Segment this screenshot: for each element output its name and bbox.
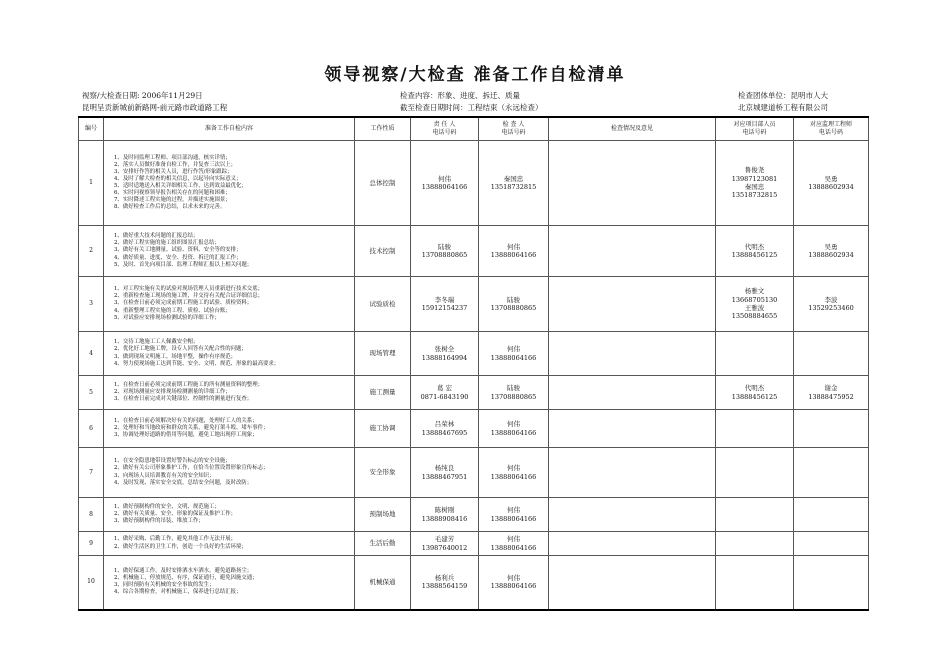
row-responsible-line: 13888164994 [421,353,468,362]
row-inspector-line: 13888064166 [490,543,537,552]
row-inspector-line: 何伟 [507,345,520,354]
row-responsible [411,532,479,556]
row-nature: 试验质检 [355,277,411,332]
row-content-line: 2、做好有关公司形象推护工作，在恰当位置设置形象宣传标志； [114,465,269,472]
row-content-line: 1、在检查日前必须完成前期工程施工的所有测量资料的整理； [114,381,263,388]
row-responsible [411,376,479,410]
row-number: 1 [79,141,104,226]
row-situation [549,410,716,448]
table-row [79,448,869,498]
row-content-line: 4、做好质量、进度、安全、投资、拆迁的汇报工作； [114,254,242,261]
row-content [104,376,355,410]
row-responsible-line: 13888908416 [421,514,468,523]
row-content-line: 3、做好有关工地测量、试验、资料、安全等的安排； [114,247,242,254]
row-inspector-line: 13888064166 [490,514,537,523]
row-responsible-line: 0871-6843190 [420,392,469,401]
row-project-dept-line: 王雅波 [744,304,765,312]
row-responsible-line: 13888467951 [421,472,468,481]
row-inspector-line: 陆骏 [507,384,520,393]
row-content-line: 1、做好保通工作，及时安排洒水车洒水，避免道路扬尘； [114,568,253,575]
row-content-line: 2、落实人员做好准备自检工作，并复查三次以上； [114,161,237,168]
row-inspector-line: 13888064166 [490,472,537,481]
row-supervisor-line: 谢金 [824,384,838,393]
row-project-dept [716,448,794,498]
inspection-date: 视察/大检查日期: 2006年11月29日 [82,91,203,100]
row-responsible [411,141,479,226]
row-responsible-line: 13888564159 [421,582,468,591]
row-responsible [411,332,479,376]
row-nature: 生活后勤 [355,532,411,556]
row-situation [549,376,716,410]
row-content-line: 3、做好预制构件的吊装、堆放工作； [114,518,204,524]
row-content [104,226,355,277]
row-content-line: 5、适时适地送入相关详细相关工作，达到效益最优化； [114,183,247,189]
col-header-responsible: 责 任 人 电话号码 [411,117,479,141]
row-responsible [411,556,479,610]
row-inspector [479,141,549,226]
row-supervisor [794,226,869,277]
row-number: 6 [79,410,104,448]
row-situation [549,332,716,376]
row-content-line: 3、同时预防有关机械的安全事故的发生； [114,582,215,589]
row-inspector [479,448,549,498]
row-content-line: 2、做好工程实施的施工组织图景汇报总结； [114,240,220,247]
row-content-line: 1、做好预制构件的安全、文明、规范施工； [114,503,220,510]
row-inspector-line: 13518732815 [490,183,537,191]
row-content [104,332,355,376]
row-project-dept [716,498,794,532]
table-row [79,277,869,332]
row-project-dept [716,410,794,448]
row-responsible-line: 13987640012 [421,543,468,552]
row-content-line: 5、对试验应安排现场检测试验的详细工作； [114,314,220,321]
checklist-table [78,116,869,611]
row-situation [549,141,716,226]
inspection-group: 检查团体单位：昆明市人大 [738,91,828,100]
row-project-dept [716,532,794,556]
row-situation [549,556,716,610]
row-supervisor-line: 吴勇 [824,174,838,183]
row-number: 4 [79,332,104,376]
row-supervisor [794,410,869,448]
row-supervisor [794,141,869,226]
table-row [79,376,869,410]
row-inspector-line: 何伟 [507,573,520,582]
row-situation [549,448,716,498]
row-nature: 预制场地 [355,498,411,532]
row-responsible-line: 13888064166 [421,183,468,191]
table-row [79,532,869,556]
row-project-dept [716,332,794,376]
row-supervisor-line: 李波 [824,295,838,304]
row-content-line: 5、及时、首先向项目部、监理工程师汇报以上相关问题； [114,261,253,268]
col-header-no: 编号 [79,117,104,141]
row-content-line: 2、对现场测量应安排现场检测测量的详细工作； [114,388,231,395]
row-project-dept-line: 代明杰 [744,384,765,393]
row-supervisor [794,532,869,556]
row-project-dept-line: 13888456125 [731,251,778,259]
row-number: 5 [79,376,104,410]
row-content-line: 1、在安全隐患地带设置好警告标志的安全设施； [114,458,231,465]
row-supervisor [794,332,869,376]
row-inspector-line: 何伟 [507,464,520,473]
col-header-content: 准备工作自检内容 [104,117,355,141]
row-inspector-line: 何伟 [507,242,520,251]
header-row [79,117,869,141]
row-project-dept [716,556,794,610]
row-situation [549,226,716,277]
row-situation [549,277,716,332]
row-inspector-line: 何伟 [507,506,520,515]
row-inspector [479,532,549,556]
row-content [104,141,355,226]
row-inspector-line: 13888064166 [490,582,537,591]
table-row [79,226,869,277]
row-responsible-line: 杨利兵 [434,573,455,582]
row-nature: 技术控制 [355,226,411,277]
row-number: 3 [79,277,104,332]
row-supervisor [794,498,869,532]
row-nature: 安全形象 [355,448,411,498]
row-number: 7 [79,448,104,498]
row-inspector-line: 13708880865 [490,392,537,401]
row-inspector [479,410,549,448]
row-responsible-line: 陈树刚 [434,506,455,515]
row-nature: 现场管理 [355,332,411,376]
row-content-line: 2、机械施工，停放规范、有序，保证通行，避免因施交通； [114,575,258,582]
row-content-line: 2、优化好工地施工牌，设专人回答有关配合性的问题； [114,346,247,353]
project-name: 昆明呈贡新城前新路网-前元路市政道路工程 [82,103,228,112]
row-project-dept [716,226,794,277]
row-inspector-line: 13888064166 [490,251,537,259]
row-nature: 施工协调 [355,410,411,448]
row-content-line: 1、对工程实施有关的试验对现场管理人员重新进行技术交底； [114,286,263,293]
row-project-dept-line: 代明杰 [744,242,765,251]
row-project-dept-line: 13518732815 [731,191,778,200]
row-responsible-line: 陆骏 [438,242,451,251]
table-row [79,556,869,610]
row-content-line: 8、做好检查工作后的总结，以求未来的完善。 [114,204,226,211]
row-responsible [411,277,479,332]
row-project-dept-line: 13987123081 [731,174,778,183]
row-content-line: 4、重新整理工程实施的工程、质检、试验台账； [114,307,231,314]
row-inspector-line: 13708880865 [490,304,537,312]
col-header-inspector: 检 查 人 电话号码 [479,117,549,141]
row-supervisor [794,556,869,610]
row-content-line: 1、做好重大技术问题的汇报总结； [114,233,199,240]
row-responsible-line: 13708880865 [421,251,468,259]
inspection-deadline: 截至检查日期时间：工程结束（永远检查） [400,103,543,112]
row-content-line: 4、努力使现场施工达到节能、安全、文明、规范、形象的最高要求； [114,360,280,367]
row-content [104,556,355,610]
row-project-dept [716,376,794,410]
row-project-dept-line: 鲁俊尧 [744,166,765,175]
row-number: 2 [79,226,104,277]
row-supervisor [794,277,869,332]
row-project-dept [716,277,794,332]
row-responsible [411,410,479,448]
row-content-line: 7、实时降述工程实施的过程，并描述实施围景； [114,197,231,204]
row-content-line: 2、处理好和当地政府和群众的关系，避免打架斗殴、堵车事件； [114,424,269,431]
row-content-line: 4、及时了解大检查的相关信息，以起导向实际意义； [114,175,242,182]
row-responsible-line: 13888467695 [421,428,468,437]
row-nature: 机械保通 [355,556,411,610]
row-inspector [479,498,549,532]
table-row [79,498,869,532]
row-number: 8 [79,498,104,532]
col-header-project-dept: 对应项目部人员 电话号码 [716,117,794,141]
row-number: 10 [79,556,104,610]
row-inspector-line: 秦国忠 [503,174,524,183]
row-content [104,448,355,498]
col-header-situation: 检查情况及意见 [549,117,716,141]
row-supervisor [794,448,869,498]
table-row [79,141,869,226]
row-nature: 施工测量 [355,376,411,410]
row-responsible-line: 毛建芳 [434,535,455,544]
row-content-line: 4、综合各期检查，对机械施工，保养进行总结汇报； [114,589,242,596]
row-project-dept-line: 13508884655 [731,312,778,321]
row-supervisor-line: 13888602934 [808,251,854,259]
row-inspector-line: 13888064166 [490,428,537,437]
row-content [104,532,355,556]
row-content-line: 2、重新检查施工现场的施工牌，并交待有关配合证详细信息； [114,293,263,300]
row-content-line: 3、协调处理好道路的借用等问题，避免工地出现停工现象； [114,432,258,438]
page-title: 领导视察/大检查 准备工作自检清单 [324,65,626,85]
row-content-line: 3、做到现场文明施工，场地平整，操作有序规范； [114,353,237,360]
row-inspector [479,376,549,410]
row-responsible-line: 何伟 [438,174,451,183]
row-supervisor-line: 吴勇 [824,242,838,251]
company-name: 北京城建道桥工程有限公司 [738,103,828,112]
row-responsible [411,226,479,277]
row-inspector [479,226,549,277]
row-responsible-line: 葛 宏 [436,384,453,393]
col-header-supervisor: 对应监理工程师 电话号码 [794,117,869,141]
row-supervisor-line: 13529253460 [808,304,854,312]
row-number: 9 [79,532,104,556]
table-row [79,332,869,376]
col-header-nature: 工作性质 [355,117,411,141]
row-project-dept-line: 杨雅文 [744,287,765,296]
row-situation [549,498,716,532]
row-content-line: 3、在检查日前必须完成前期工程施工的试验、质检资料； [114,300,253,307]
row-inspector-line: 13888064166 [490,353,537,362]
row-responsible-line: 李冬瑞 [434,295,455,304]
row-content [104,498,355,532]
row-content-line: 4、及时发现、落实安全交底，总结安全问题，及时改防； [114,479,253,486]
row-supervisor [794,376,869,410]
row-content-line: 2、做好生活区的卫生工作，创造一个良好的生活环境； [114,543,247,550]
row-content-line: 3、向现场人员培训教育有关的安全知识； [114,472,215,479]
row-situation [549,532,716,556]
row-content-line: 1、交待工地施工工人佩戴安全帽； [114,339,199,346]
row-content [104,277,355,332]
row-content [104,410,355,448]
table-row [79,410,869,448]
row-content-line: 3、安排好作答的相关人员，进行作答/形象跟踪； [114,168,233,175]
row-project-dept-line: 秦国忠 [744,183,765,191]
row-responsible-line: 张树全 [434,345,455,354]
row-content-line: 1、及时同监理工程师、项目部沟通，核实详情； [114,154,231,161]
row-inspector-line: 何伟 [507,535,520,544]
row-supervisor-line: 13888602934 [808,183,854,191]
row-inspector-line: 陆骏 [507,295,520,304]
row-responsible-line: 杨纯良 [434,464,455,473]
row-project-dept [716,141,794,226]
row-content-line: 2、做好有关质量、安全、形象的保证及推护工作； [114,510,237,517]
row-inspector [479,332,549,376]
row-responsible [411,498,479,532]
row-inspector [479,556,549,610]
inspection-content: 检查内容：形象、进度、拆迁、质量 [400,91,520,100]
row-inspector [479,277,549,332]
row-supervisor-line: 13888475952 [808,392,854,401]
row-content-line: 6、实时问视察领导报告相关存在的问题和困难； [114,190,231,197]
row-project-dept-line: 13668705130 [731,295,778,304]
row-inspector-line: 何伟 [507,420,520,429]
row-responsible-line: 15912154237 [421,304,468,312]
row-content-line: 1、做好采购、后勤工作，避免其他工作无法开展； [114,536,237,543]
row-content-line: 3、在检查日前完成对关键部位、控制性的测量进行复查； [114,396,253,402]
row-content-line: 1、在检查日前必须解决好有关的问题，处理好工人的关系； [114,417,258,424]
row-project-dept-line: 13888456125 [731,392,778,401]
row-nature: 总体控制 [355,141,411,226]
row-responsible-line: 吕荣林 [434,420,455,429]
row-responsible [411,448,479,498]
